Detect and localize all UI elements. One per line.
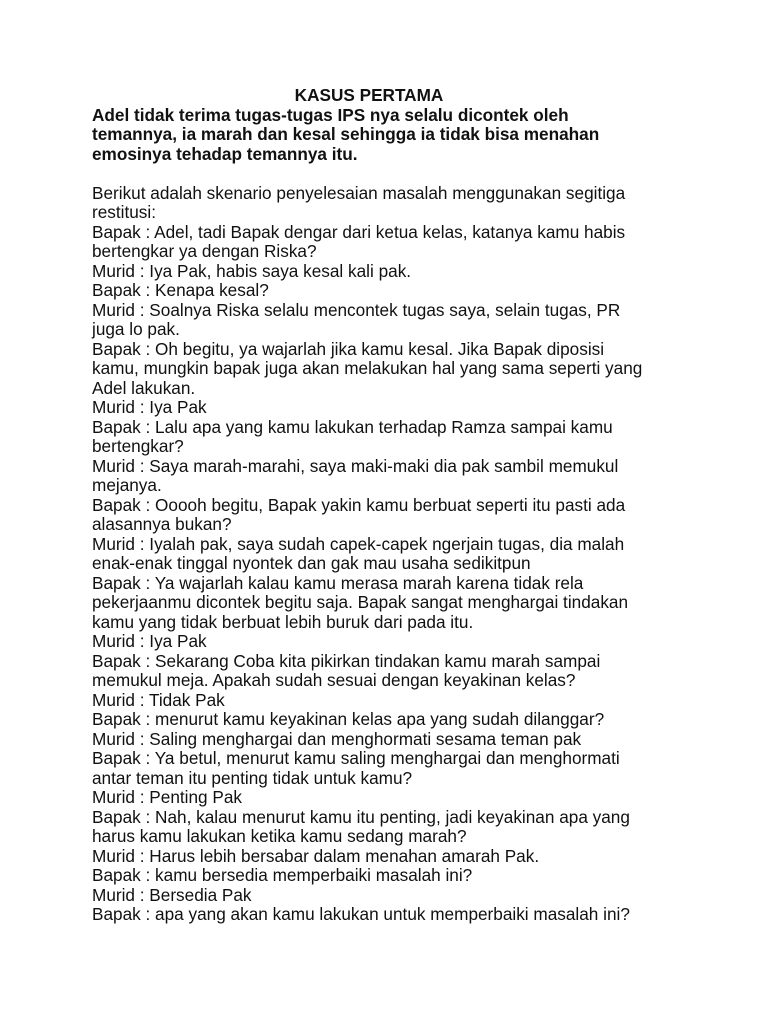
dialogue-line: Bapak : Adel, tadi Bapak dengar dari ketua kelas, katanya kamu habis: [92, 221, 626, 242]
dialogue-line: Bapak : menurut kamu keyakinan kelas apa yang sudah dilanggar?: [92, 709, 605, 729]
dialogue-line: mejanya.: [92, 475, 162, 495]
dialogue-line: Bapak : kamu bersedia memperbaiki masalah ini?: [92, 865, 473, 885]
dialogue-line: enak-enak tinggal nyontek dan gak mau usaha sedikitpun: [92, 553, 531, 573]
dialogue-line: Murid : Soalnya Riska selalu mencontek tugas saya, selain tugas, PR: [92, 299, 621, 320]
dialogue-line: memukul meja. Apakah sudah sesuai dengan keyakinan kelas?: [92, 670, 576, 690]
summary-line: emosinya tehadap temannya itu.: [92, 143, 358, 164]
dialogue-line: Bapak : Ya betul, menurut kamu saling menghargai dan menghormati: [92, 748, 620, 768]
document-body: [92, 86, 692, 925]
dialogue-line: Bapak : Lalu apa yang kamu lakukan terhadap Ramza sampai kamu: [92, 416, 613, 437]
dialogue-line: Murid : Bersedia Pak: [92, 884, 252, 905]
intro-line: restitusi:: [92, 202, 156, 222]
dialogue: [92, 223, 692, 925]
dialogue-line: Murid : Saya marah-marahi, saya maki-maki dia pak sambil memukul: [92, 455, 619, 476]
dialogue-line: Bapak : Ya wajarlah kalau kamu merasa marah karena tidak rela: [92, 572, 584, 593]
dialogue-line: Murid : Iya Pak, habis saya kesal kali pak.: [92, 260, 412, 281]
dialogue-line: harus kamu lakukan ketika kamu sedang marah?: [92, 826, 467, 846]
dialogue-line: Murid : Tidak Pak: [92, 689, 225, 710]
dialogue-line: juga lo pak.: [92, 319, 180, 339]
dialogue-line: Murid : Harus lebih bersabar dalam menahan amarah Pak.: [92, 845, 540, 866]
dialogue-line: Murid : Iyalah pak, saya sudah capek-capek ngerjain tugas, dia malah: [92, 533, 625, 554]
dialogue-line: Bapak : Sekarang Coba kita pikirkan tindakan kamu marah sampai: [92, 650, 601, 671]
dialogue-line: alasannya bukan?: [92, 514, 232, 534]
dialogue-line: Murid : Iya Pak: [92, 397, 207, 417]
summary-line: Adel tidak terima tugas-tugas IPS nya selalu dicontek oleh: [92, 104, 569, 125]
intro-paragraph: [92, 184, 692, 223]
dialogue-line: Bapak : Oh begitu, ya wajarlah jika kamu kesal. Jika Bapak diposisi: [92, 338, 605, 359]
paragraph-spacer: [92, 164, 692, 184]
dialogue-line: Bapak : Kenapa kesal?: [92, 280, 269, 300]
dialogue-line: pekerjaanmu dicontek begitu saja. Bapak sangat menghargai tindakan: [92, 592, 629, 612]
dialogue-line: Murid : Penting Pak: [92, 787, 242, 807]
dialogue-line: kamu yang tidak berbuat lebih buruk dari pada itu.: [92, 611, 474, 632]
dialogue-line: Murid : Iya Pak: [92, 631, 207, 651]
dialogue-line: Murid : Saling menghargai dan menghormati sesama teman pak: [92, 728, 582, 749]
dialogue-line: antar teman itu penting tidak untuk kamu?: [92, 767, 413, 788]
dialogue-line: bertengkar?: [92, 436, 184, 456]
summary-line: temannya, ia marah dan kesal sehingga ia tidak bisa menahan: [92, 124, 600, 144]
dialogue-line: Bapak : Nah, kalau menurut kamu itu penting, jadi keyakinan apa yang: [92, 806, 630, 827]
dialogue-line: Bapak : Ooooh begitu, Bapak yakin kamu berbuat seperti itu pasti ada: [92, 494, 626, 515]
case-summary: [92, 106, 692, 165]
dialogue-line: Bapak : apa yang akan kamu lakukan untuk memperbaiki masalah ini?: [92, 904, 630, 924]
document-title: KASUS PERTAMA: [294, 85, 444, 105]
dialogue-line: bertengkar ya dengan Riska?: [92, 241, 317, 261]
dialogue-line: kamu, mungkin bapak juga akan melakukan hal yang sama seperti yang: [92, 358, 643, 378]
intro-line: Berikut adalah skenario penyelesaian masalah menggunakan segitiga: [92, 182, 626, 203]
dialogue-line: Adel lakukan.: [92, 377, 196, 398]
